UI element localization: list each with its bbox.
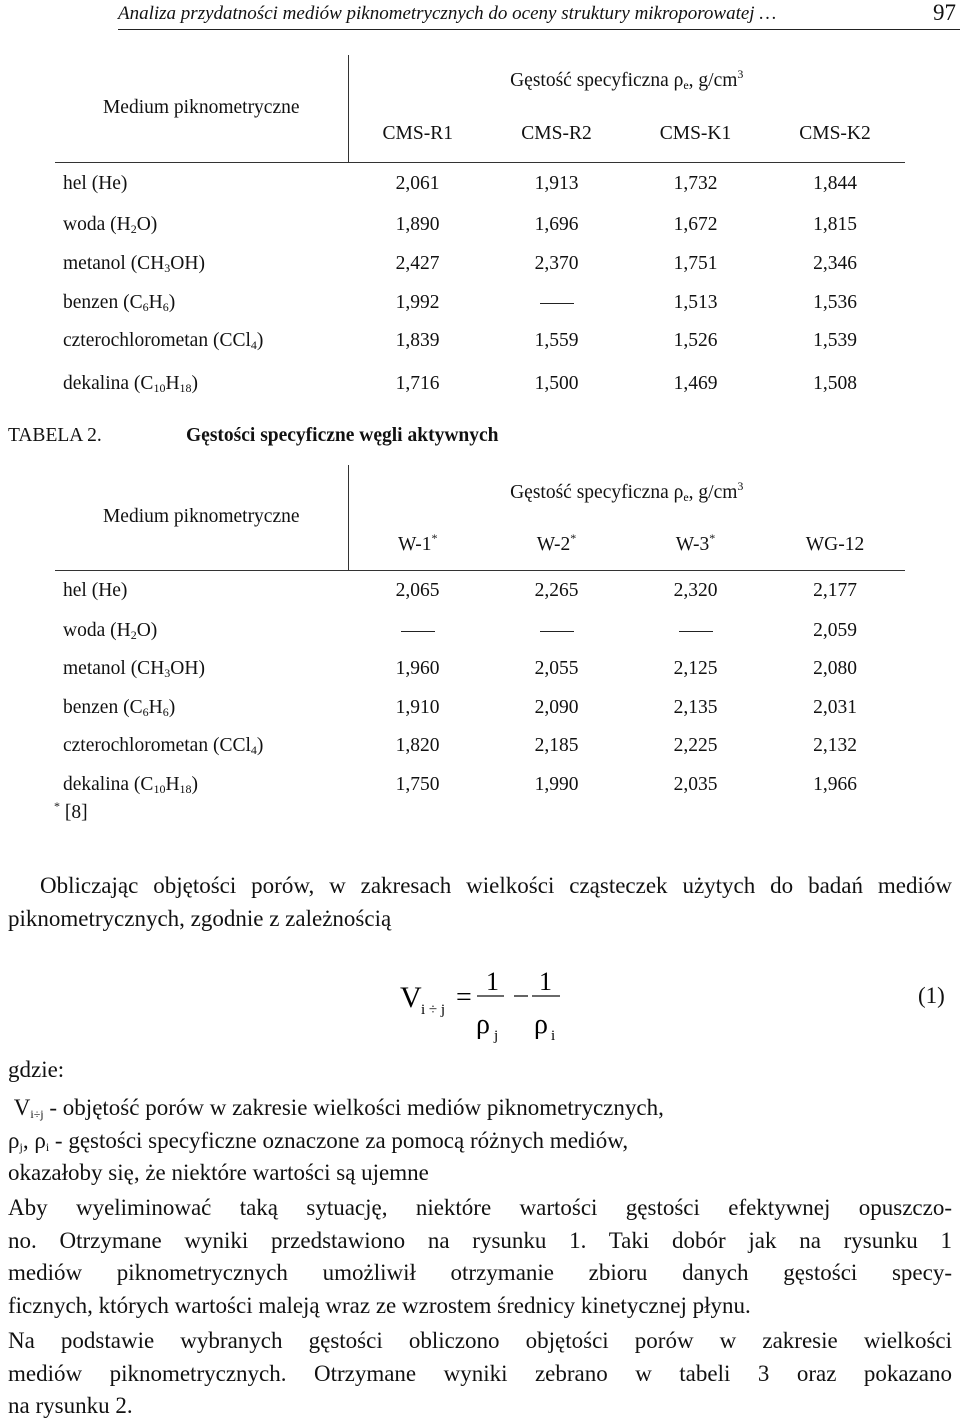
table-1 xyxy=(55,55,905,408)
row-label: hel (He) xyxy=(63,580,128,602)
cell: 2,427 xyxy=(395,252,440,274)
definition-volume: $V_{i\div j}$ - objętość porów w zakresie wielkości mediów piknometrycznych, xyxy=(8,1095,664,1121)
cell: 1,820 xyxy=(395,735,440,756)
table-row xyxy=(55,727,905,765)
group-header: Gęstość specyficzna $\rho_e$, $g/cm^3$ xyxy=(510,67,744,92)
row-label: czterochlorometan (CCl$_4$) xyxy=(63,735,264,757)
cell: 1,508 xyxy=(813,373,857,394)
cell: 1,559 xyxy=(534,330,579,351)
text-line: Na podstawie wybranych gęstości obliczono objętości porów w zakresie wielkości xyxy=(8,1328,952,1353)
table-row xyxy=(55,322,905,360)
cell: 1,716 xyxy=(395,373,440,394)
equation-graphic xyxy=(394,963,694,1043)
column-header: CMS-R2 xyxy=(487,107,626,162)
cell: 1,696 xyxy=(534,214,579,235)
column-header: W-1* xyxy=(348,520,487,570)
running-header xyxy=(118,0,960,30)
column-header: CMS-K2 xyxy=(765,107,905,162)
equation xyxy=(394,963,694,1043)
cell: 1,839 xyxy=(395,330,440,351)
svg-text:=: = xyxy=(456,982,472,1013)
cell: 1,539 xyxy=(813,330,857,351)
column-header: WG-12 xyxy=(765,520,905,570)
svg-text:j: j xyxy=(494,1028,499,1043)
cell: 1,536 xyxy=(813,291,857,313)
row-label: dekalina $(C_{10}H_{18})$ xyxy=(63,774,199,796)
table-row xyxy=(55,162,905,206)
paragraph: Obliczając objętości porów, w zakresach wielkości cząsteczek użytych do badań mediów piknometrycznych, zgodnie z zależnością xyxy=(8,873,952,931)
svg-text:ρ: ρ xyxy=(534,1009,548,1040)
column-header: CMS-K1 xyxy=(626,107,765,162)
cell: 2,265 xyxy=(534,580,579,602)
text-line: na rysunku 2. xyxy=(8,1393,133,1418)
cell: 1,732 xyxy=(673,173,718,195)
svg-text:i ÷ j: i ÷ j xyxy=(421,1002,446,1018)
cell: 1,526 xyxy=(673,330,718,351)
caption-title: Gęstości specyficzne węgli aktywnych xyxy=(186,425,499,446)
page-number: 97 xyxy=(933,0,956,25)
table-row xyxy=(55,283,905,322)
table-row xyxy=(55,688,905,727)
cell: 2,370 xyxy=(534,252,579,274)
group-header: Gęstość specyficzna $\rho_e$, $g/cm^3$ xyxy=(510,478,744,504)
row-label: czterochlorometan (CCl$_4$) xyxy=(63,330,264,352)
cell: 1,500 xyxy=(534,373,579,394)
definitions xyxy=(8,1092,952,1190)
column-header: W-2* xyxy=(487,520,626,570)
cell: 1,469 xyxy=(673,373,718,394)
table-2 xyxy=(55,465,905,805)
medium-header: Medium piknometryczne xyxy=(55,55,348,162)
equation-number: (1) xyxy=(918,983,945,1008)
dash-mark xyxy=(401,631,435,632)
text-line: mediów piknometrycznych umożliwił otrzymanie zbioru danych gęstości specy- xyxy=(8,1260,952,1285)
cell: 2,059 xyxy=(813,620,857,641)
cell: 1,966 xyxy=(813,774,857,795)
table-row xyxy=(55,765,905,805)
svg-text:1: 1 xyxy=(539,967,552,996)
cell: 1,750 xyxy=(395,774,440,795)
table-row xyxy=(55,650,905,688)
cell: 2,132 xyxy=(813,735,857,756)
row-label: dekalina $(C_{10}H_{18})$ xyxy=(63,373,199,395)
svg-text:1: 1 xyxy=(486,967,499,996)
table-footnote: * [8] xyxy=(54,799,88,823)
cell: 1,751 xyxy=(673,252,718,274)
cell: 2,346 xyxy=(813,252,857,274)
cell xyxy=(487,283,626,322)
cell: 1,910 xyxy=(395,696,440,718)
cell: 1,672 xyxy=(673,214,718,235)
text-line: no. Otrzymane wyniki przedstawiono na rysunku 1. Taki dobór jak na rysunku 1 xyxy=(8,1227,952,1253)
row-label: benzen $(C_6H_6)$ xyxy=(63,696,176,719)
row-label: woda $(H_2O)$ xyxy=(63,620,158,642)
dash-mark xyxy=(540,631,574,632)
cell: 2,090 xyxy=(534,696,579,718)
cell: 2,225 xyxy=(673,735,718,756)
cell: 2,035 xyxy=(673,774,718,795)
cell: 2,031 xyxy=(813,696,857,718)
table-row xyxy=(55,570,905,612)
cell: 1,844 xyxy=(813,173,857,195)
dash-mark xyxy=(679,631,713,632)
cell: 2,135 xyxy=(673,696,718,718)
cell xyxy=(348,612,487,650)
cell: 2,125 xyxy=(673,658,718,679)
column-header: W-3* xyxy=(626,520,765,570)
row-label: benzen $(C_6H_6)$ xyxy=(63,291,176,314)
header-rule xyxy=(118,29,960,30)
text-line: mediów piknometrycznych. Otrzymane wyniki zebrano w tabeli 3 oraz pokazano xyxy=(8,1360,952,1386)
table-2-caption xyxy=(8,425,499,447)
cell: 1,992 xyxy=(395,291,440,313)
definition-result: okazałoby się, że niektóre wartości są ujemne xyxy=(8,1160,429,1185)
cell: 1,913 xyxy=(534,173,579,195)
cell: 1,815 xyxy=(813,214,857,235)
cell: 2,320 xyxy=(673,580,718,602)
cell: 2,061 xyxy=(395,173,440,195)
table-row xyxy=(55,206,905,244)
row-label: metanol $(CH_3OH)$ xyxy=(63,252,205,275)
dash-mark xyxy=(540,303,574,304)
cell: 1,890 xyxy=(395,214,440,235)
cell xyxy=(626,612,765,650)
svg-text:V: V xyxy=(400,981,422,1014)
text-line: ficznych, których wartości maleją wraz ze wzrostem średnicy kinetycznej płynu. xyxy=(8,1292,751,1318)
row-label: woda $(H_2O)$ xyxy=(63,214,158,236)
cell: 1,960 xyxy=(395,658,440,679)
svg-text:ρ: ρ xyxy=(476,1009,490,1040)
cell: 2,055 xyxy=(534,658,579,679)
cell: 1,990 xyxy=(534,774,579,795)
row-label: metanol $(CH_3OH)$ xyxy=(63,658,205,680)
caption-label: TABELA 2. xyxy=(8,425,102,446)
where-label: gdzie: xyxy=(8,1057,65,1082)
cell xyxy=(487,612,626,650)
cell: 2,080 xyxy=(813,658,857,679)
header-title: Analiza przydatności mediów piknometrycznych do oceny struktury mikroporowatej … xyxy=(118,3,777,24)
table-row xyxy=(55,360,905,408)
cell: 2,065 xyxy=(395,580,440,602)
paragraph xyxy=(8,1325,952,1423)
column-header: CMS-R1 xyxy=(348,107,487,162)
cell: 2,177 xyxy=(813,580,857,602)
cell: 2,185 xyxy=(534,735,579,756)
table-row xyxy=(55,612,905,650)
definition-density: $\rho_j$, $\rho_i$ - gęstości specyficzne oznaczone za pomocą różnych mediów, xyxy=(8,1127,629,1154)
medium-header: Medium piknometryczne xyxy=(55,465,348,570)
text-line: Aby wyeliminować taką sytuację, niektóre wartości gęstości efektywnej opuszczo- xyxy=(8,1195,952,1220)
row-label: hel (He) xyxy=(63,173,128,195)
table-row xyxy=(55,244,905,283)
cell: 1,513 xyxy=(673,291,718,313)
svg-text:i: i xyxy=(551,1028,556,1043)
paragraph xyxy=(8,1192,952,1322)
